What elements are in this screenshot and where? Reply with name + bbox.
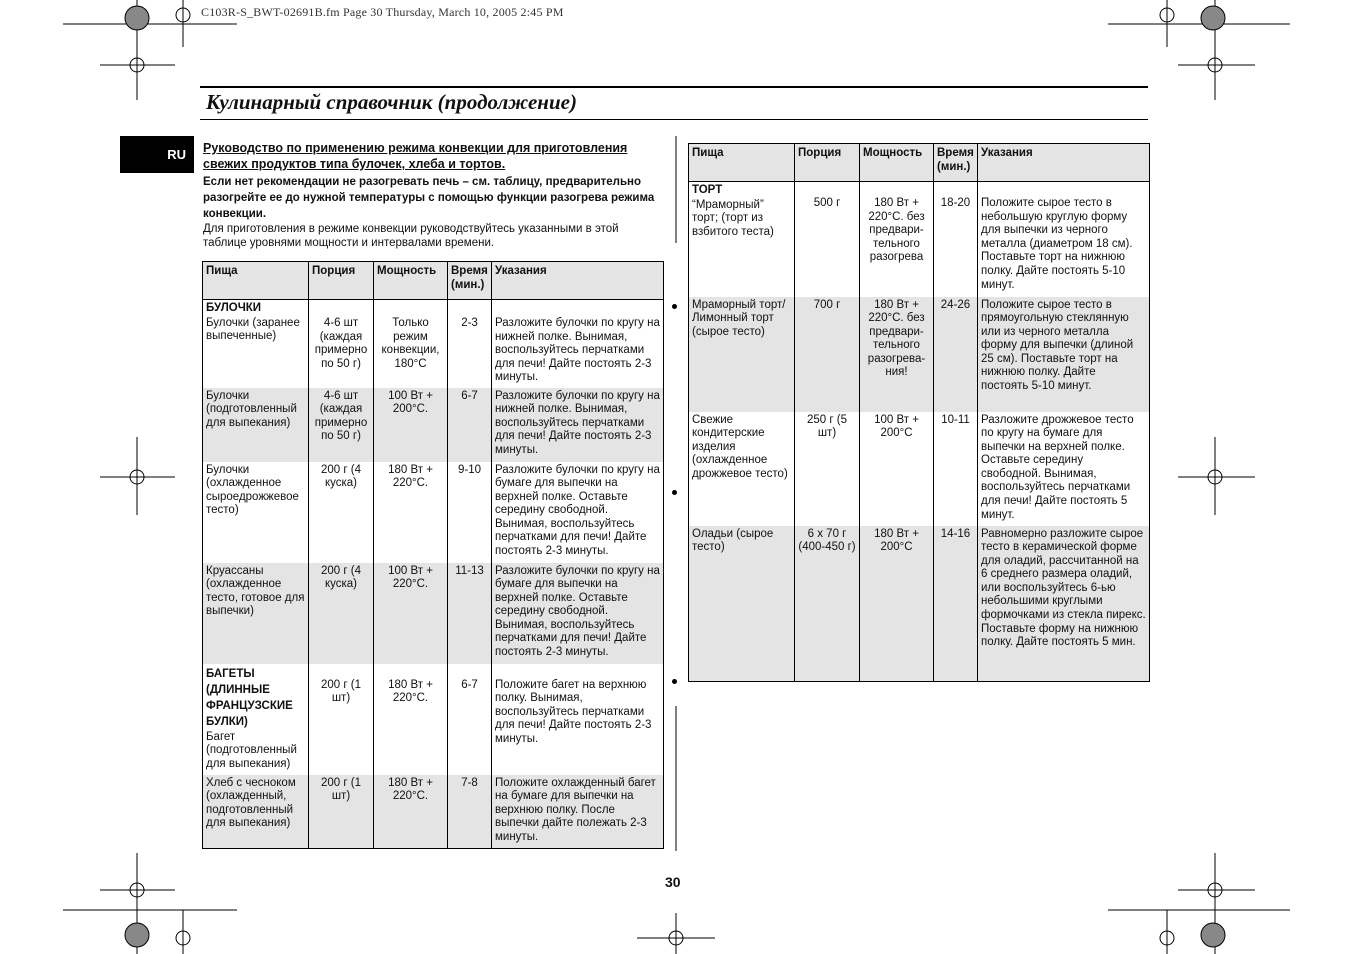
cell-time: 9-10 [448, 462, 492, 563]
cell-portion: 200 г (4 куска) [309, 563, 374, 664]
food-text: Мраморный торт/ Лимонный торт (сырое тесто) [692, 298, 786, 338]
food-text: Оладьи (сырое тесто) [692, 527, 774, 554]
section-label: БАГЕТЫ (ДЛИННЫЕ ФРАНЦУЗСКИЕ БУЛКИ) [206, 667, 293, 728]
cell-time: 18-20 [934, 182, 978, 297]
col-header-food: Пища [203, 262, 309, 300]
food-text: Булочки (заранее выпеченные) [206, 316, 300, 343]
cell-power: 180 Вт + 200°C [860, 526, 934, 682]
cell-notes: Положите сырое тесто в прямоугольную стеклянную или из черного металла форму для выпечки (длиной 25 см). Поставьте торт на нижнюю полку. Дайте постоять 5-10 минут. [978, 297, 1150, 412]
table-row [203, 563, 664, 664]
cell-notes: Разложите булочки по кругу на бумаге для выпечки на верхней полке. Оставьте середину свободной. Вынимая, воспользуйтесь перчатками для печи! Дайте постоять 2-3 минуты. [492, 563, 664, 664]
cell-time: 11-13 [448, 563, 492, 664]
binding-dot [672, 490, 677, 495]
cell-portion: 250 г (5 шт) [795, 412, 860, 526]
cell-portion: 700 г [795, 297, 860, 412]
table-header-row [203, 262, 664, 300]
convection-table-right [688, 143, 1150, 682]
language-tab [120, 136, 194, 173]
page-number: 30 [665, 874, 681, 890]
cell-portion: 200 г (1 шт) [309, 775, 374, 849]
col-header-portion: Порция [795, 144, 860, 182]
language-tab-label: RU [167, 147, 186, 162]
intro-heading: Руководство по применению режима конвекции для приготовления свежих продуктов типа булочек, хлеба и тортов. [203, 141, 628, 171]
cell-time: 7-8 [448, 775, 492, 849]
cell-power: 100 Вт + 200°C [860, 412, 934, 526]
cell-power: 180 Вт + 220°C. без предвари-тельного разогрева-ния! [860, 297, 934, 412]
food-text: Круассаны (охлажденное тесто, готовое для выпечки) [206, 564, 305, 618]
col-header-food: Пища [689, 144, 795, 182]
cell-power: 100 Вт + 220°C. [374, 563, 448, 664]
cell-food [203, 462, 309, 563]
table-row [689, 526, 1150, 682]
cell-portion: 4-6 шт (каждая примерно по 50 г) [309, 388, 374, 462]
food-text: Багет (подготовленный для выпекания) [206, 730, 297, 770]
col-header-time: Время (мин.) [448, 262, 492, 300]
cell-notes: Разложите булочки по кругу на нижней полке. Вынимая, воспользуйтесь перчатками для печи! Дайте постоять 2-3 минуты. [492, 300, 664, 388]
table-row [203, 664, 664, 775]
cell-food [689, 526, 795, 682]
cell-power: Только режим конвекции, 180°C [374, 300, 448, 388]
cell-food [689, 412, 795, 526]
table-row [689, 182, 1150, 297]
col-header-notes: Указания [978, 144, 1150, 182]
binding-dot [672, 304, 677, 309]
cell-notes: Положите охлажденный багет на бумаге для выпечки на верхнюю полку. После выпечки дайте полежать 2-3 минуты. [492, 775, 664, 849]
cell-time: 24-26 [934, 297, 978, 412]
table-row [689, 297, 1150, 412]
table-row [203, 775, 664, 849]
cell-food [689, 297, 795, 412]
cell-time: 6-7 [448, 388, 492, 462]
section-label: ТОРТ [692, 184, 723, 196]
cell-time: 10-11 [934, 412, 978, 526]
food-text: Булочки (охлажденное сыроедрожжевое тесто) [206, 463, 299, 517]
cell-food [203, 664, 309, 775]
cell-notes: Равномерно разложите сырое тесто в керамической форме для оладий, рассчитанной на 6 среднего размера оладий, или воспользуйтесь 6-ью небольшими круглыми формочками из стекла пирекс. Поставьте форму на нижнюю полку. Дайте постоять 5 мин. [978, 526, 1150, 682]
cell-time: 2-3 [448, 300, 492, 388]
intro-text: Для приготовления в режиме конвекции руководствуйтесь указанными в этой таблице уровнями мощности и интервалами времени. [203, 223, 619, 249]
cell-power: 180 Вт + 220°C. [374, 775, 448, 849]
food-text: Хлеб с чесноком (охлажденный, подготовленный для выпекания) [206, 776, 296, 830]
title-rule-bottom [200, 119, 1148, 120]
binding-dot [672, 679, 677, 684]
col-header-time: Время (мин.) [934, 144, 978, 182]
cell-power: 100 Вт + 200°C. [374, 388, 448, 462]
cell-food [203, 388, 309, 462]
cell-portion: 200 г (1 шт) [309, 664, 374, 775]
cell-notes: Разложите булочки по кругу на нижней полке. Вынимая, воспользуйтесь перчатками для печи! Дайте постоять 2-3 минуты. [492, 388, 664, 462]
food-text: “Мраморный” торт; (торт из взбитого теста) [692, 198, 774, 238]
table-row [203, 462, 664, 563]
cell-food [203, 775, 309, 849]
cell-time: 6-7 [448, 664, 492, 775]
col-header-notes: Указания [492, 262, 664, 300]
food-text: Булочки (подготовленный для выпекания) [206, 389, 297, 429]
cell-food [203, 563, 309, 664]
cell-power: 180 Вт + 220°C. [374, 664, 448, 775]
col-header-power: Мощность [374, 262, 448, 300]
food-text: Свежие кондитерские изделия (охлажденное дрожжевое тесто) [692, 413, 788, 480]
page-title: Кулинарный справочник (продолжение) [206, 90, 577, 114]
cell-notes: Разложите булочки по кругу на бумаге для выпечки на верхней полке. Оставьте середину свободной. Вынимая, воспользуйтесь перчатками для печи! Дайте постоять 2-3 минуты. [492, 462, 664, 563]
table-row [689, 412, 1150, 526]
intro-bold-text: Если нет рекомендации не разогревать печь – см. таблицу, предварительно разогрейте ее до нужной температуры с помощью функции разогрева режима конвекции. [203, 176, 655, 220]
cell-food [203, 300, 309, 388]
title-rule-top [200, 86, 1148, 88]
table-header-row [689, 144, 1150, 182]
convection-table-left [202, 261, 664, 849]
col-header-power: Мощность [860, 144, 934, 182]
file-header-line: C103R-S_BWT-02691B.fm Page 30 Thursday, March 10, 2005 2:45 PM [201, 5, 564, 19]
cell-portion: 6 x 70 г (400-450 г) [795, 526, 860, 682]
cell-notes: Положите сырое тесто в небольшую круглую форму для выпечки из черного металла (диаметром 18 см). Поставьте торт на нижнюю полку. Дайте постоять 5-10 минут. [978, 182, 1150, 297]
col-header-portion: Порция [309, 262, 374, 300]
cell-portion: 200 г (4 куска) [309, 462, 374, 563]
cell-time: 14-16 [934, 526, 978, 682]
cell-power: 180 Вт + 220°C. [374, 462, 448, 563]
section-label: БУЛОЧКИ [206, 302, 262, 314]
cell-food [689, 182, 795, 297]
cell-power: 180 Вт + 220°C. без предвари-тельного разогрева [860, 182, 934, 297]
cell-portion: 4-6 шт (каждая примерно по 50 г) [309, 300, 374, 388]
table-row [203, 300, 664, 388]
cell-notes: Положите багет на верхнюю полку. Вынимая, воспользуйтесь перчатками для печи! Дайте постоять 2-3 минуты. [492, 664, 664, 775]
cell-notes: Разложите дрожжевое тесто по кругу на бумаге для выпечки на верхней полке. Оставьте середину свободной. Вынимая, воспользуйтесь перчатками для печи! Дайте постоять 5 минут. [978, 412, 1150, 526]
cell-portion: 500 г [795, 182, 860, 297]
table-row [203, 388, 664, 462]
